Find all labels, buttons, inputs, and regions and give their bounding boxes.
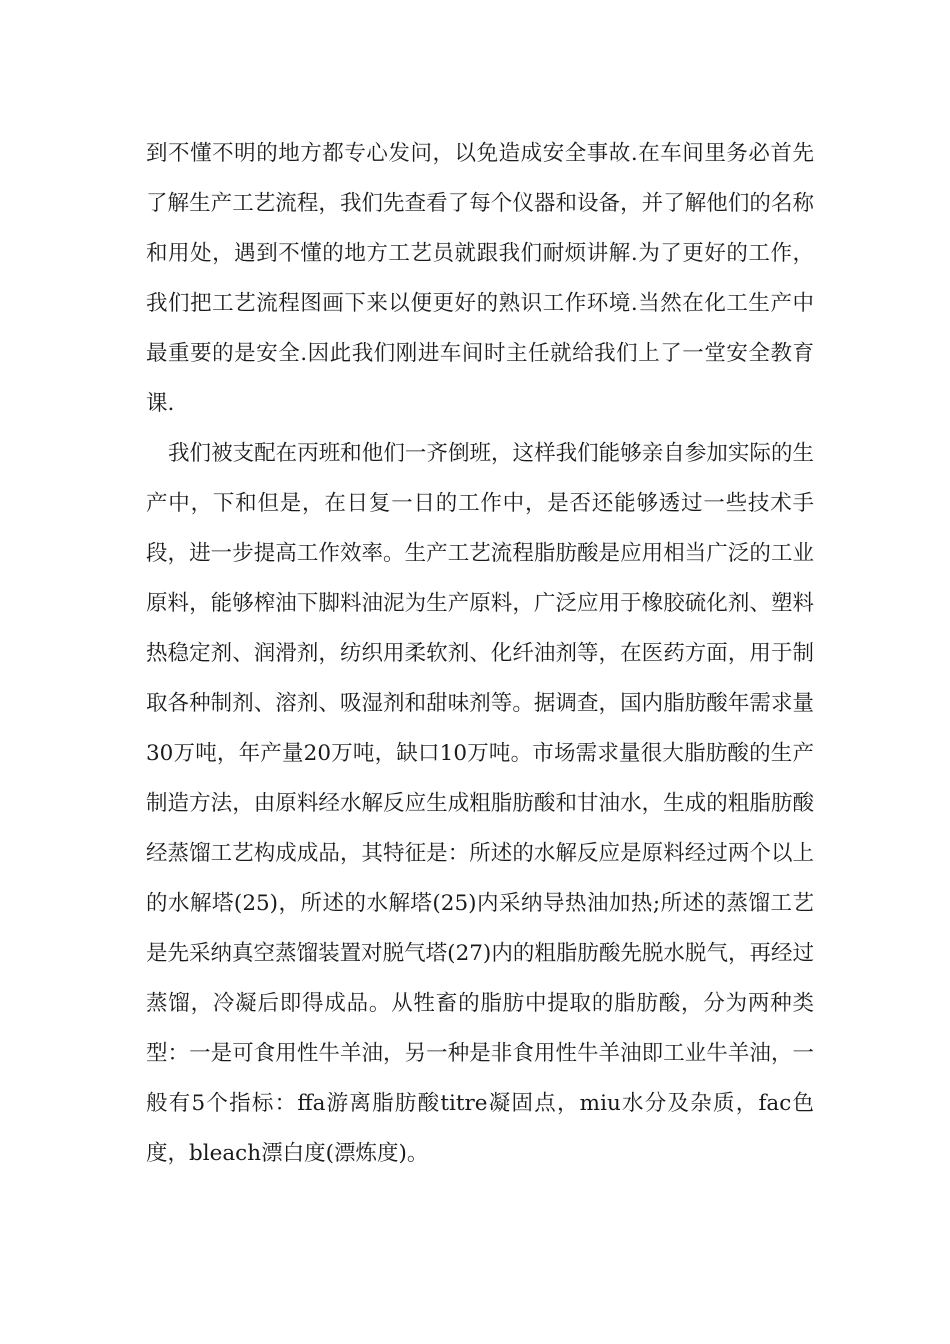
paragraph-production-process: 我们被支配在丙班和他们一齐倒班，这样我们能够亲自参加实际的生产中，下和但是，在日复一日的工作中，是否还能够透过一些技术手段，进一步提高工作效率。生产工艺流程脂肪酸是应用相当广泛的工业原料，能够榨油下脚料油泥为生产原料，广泛应用于橡胶硫化剂、塑料热稳定剂、润滑剂，纺织用柔软剂、化纤油剂等，在医药方面，用于制取各种制剂、溶剂、吸湿剂和甜味剂等。据调查，国内脂肪酸年需求量30万吨，年产量20万吨，缺口10万吨。市场需求量很大脂肪酸的生产制造方法，由原料经水解反应生成粗脂肪酸和甘油水，生成的粗脂肪酸经蒸馏工艺构成成品，其特征是：所述的水解反应是原料经过两个以上的水解塔(25)，所述的水解塔(25)内采纳导热油加热;所述的蒸馏工艺是先采纳真空蒸馏装置对脱气塔(27)内的粗脂肪酸先脱水脱气，再经过蒸馏，冷凝后即得成品。从牲畜的脂肪中提取的脂肪酸，分为两种类型：一是可食用性牛羊油，另一种是非食用性牛羊油即工业牛羊油，一般有5个指标：ffa游离脂肪酸titre凝固点，miu水分及杂质，fac色度，bleach漂白度(漂炼度)。 [146,441,814,1166]
document-body [146,129,814,1179]
paragraph-safety: 到不懂不明的地方都专心发问，以免造成安全事故.在车间里务必首先了解生产工艺流程，我们先查看了每个仪器和设备，并了解他们的名称和用处，遇到不懂的地方工艺员就跟我们耐烦讲解.为了更好的工作，我们把工艺流程图画下来以便更好的熟识工作环境.当然在化工生产中最重要的是安全.因此我们刚进车间时主任就给我们上了一堂安全教育课. [146,141,814,416]
